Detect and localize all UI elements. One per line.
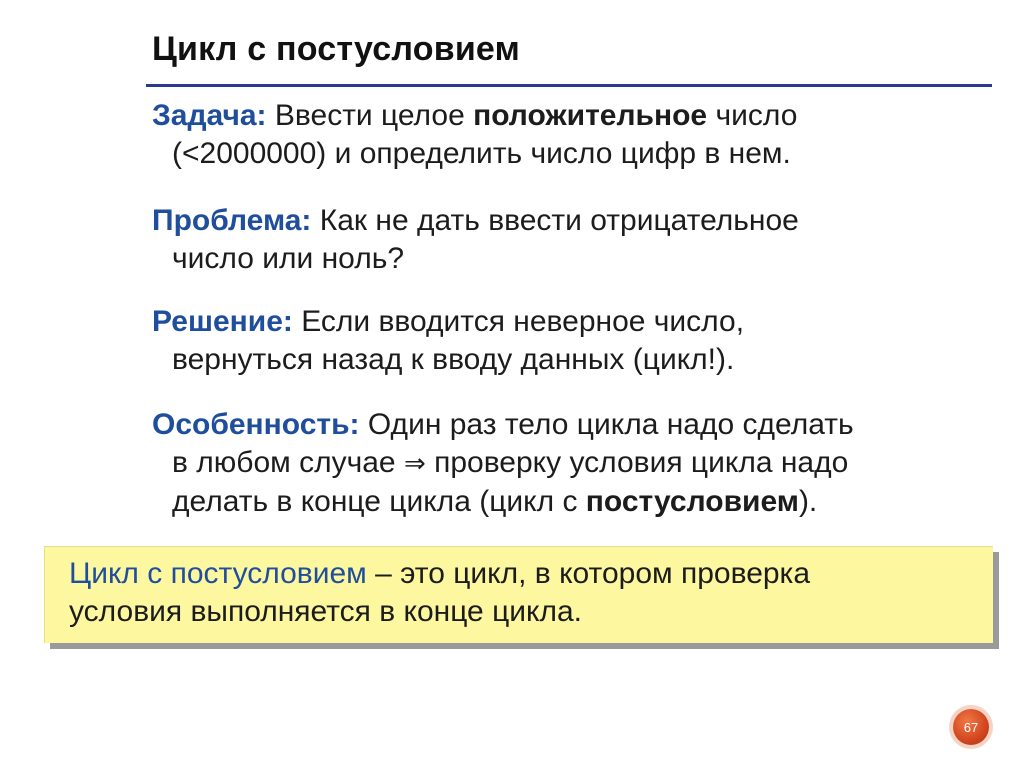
problem-text: Как не дать ввести отрицательное <box>311 204 799 237</box>
task-label: Задача: <box>152 99 267 132</box>
implies-arrow-icon: ⇒ <box>403 449 426 479</box>
definition-body: – это цикл, в котором проверка <box>366 557 811 590</box>
feature-line2 <box>152 444 972 483</box>
solution-label: Решение: <box>152 305 293 338</box>
problem-label: Проблема: <box>152 204 312 237</box>
feature-label: Особенность: <box>152 408 360 441</box>
definition-line2: условия выполняется в конце цикла. <box>69 595 583 628</box>
feature-line2-end: проверку условия цикла надо <box>425 446 849 479</box>
definition-text <box>69 555 969 631</box>
problem-line2: число или ноль? <box>172 242 405 275</box>
solution-text: Если вводится неверное число, <box>292 305 745 338</box>
title-rule <box>146 84 992 87</box>
feature-paragraph <box>152 406 972 521</box>
task-line2: (<2000000) и определить число цифр в нем. <box>172 137 791 170</box>
definition-term: Цикл с постусловием <box>69 557 367 590</box>
problem-paragraph <box>152 202 972 278</box>
task-paragraph <box>152 97 972 173</box>
slide-title: Цикл с постусловием <box>152 30 520 68</box>
feature-line2-start: в любом случае <box>172 446 404 479</box>
solution-line2: вернуться назад к вводу данных (цикл!). <box>172 343 735 376</box>
solution-paragraph <box>152 303 972 379</box>
task-text-end: число <box>707 99 798 132</box>
feature-line3-start: делать в конце цикла (цикл с <box>172 485 586 518</box>
slide-number-badge: 67 <box>953 709 989 745</box>
feature-text: Один раз тело цикла надо сделать <box>359 408 854 441</box>
definition-box <box>44 546 993 643</box>
feature-line3-end: ). <box>798 485 818 518</box>
task-text: Ввести целое <box>266 99 474 132</box>
task-bold: положительное <box>473 99 708 132</box>
feature-line3 <box>152 483 972 521</box>
feature-line3-bold: постусловием <box>585 485 799 518</box>
